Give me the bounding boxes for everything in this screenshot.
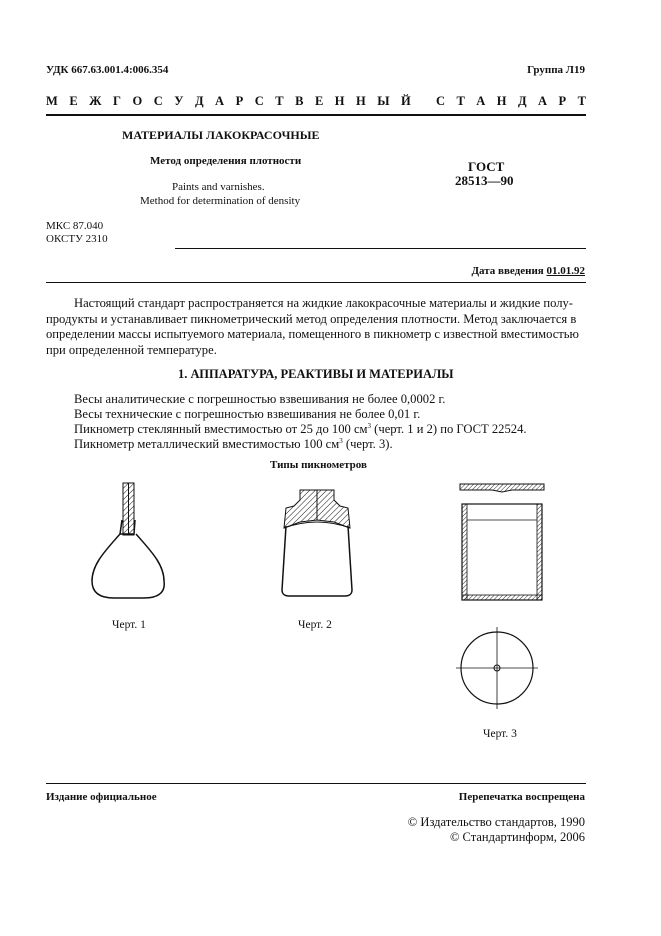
standard-type-word2 xyxy=(436,94,586,109)
header-rule xyxy=(46,114,586,116)
intro-date xyxy=(471,265,585,277)
spaced-letter: Н xyxy=(334,94,345,108)
equipment-item: Весы технические с погрешностью взвешивания не более 0,01 г. xyxy=(74,407,421,421)
spaced-letter: Д xyxy=(517,94,527,108)
standard-type-line xyxy=(46,94,586,109)
mks-code: МКС 87.040 xyxy=(46,220,104,232)
spaced-letter: Е xyxy=(314,94,324,108)
intro-line: Настоящий стандарт распространяется на жидкие лакокрасочные материалы и жидкие полу- xyxy=(74,296,573,310)
section1-heading: 1. АППАРАТУРА, РЕАКТИВЫ И МАТЕРИАЛЫ xyxy=(178,367,454,381)
spaced-letter: В xyxy=(295,94,304,108)
pycnometer-figure-1 xyxy=(88,478,168,604)
title-main: МАТЕРИАЛЫ ЛАКОКРАСОЧНЫЕ xyxy=(122,128,320,142)
standard-type-word1 xyxy=(46,94,411,109)
gost-number: 28513—90 xyxy=(455,173,514,188)
pycnometer-figure-2 xyxy=(272,488,362,600)
spaced-letter: А xyxy=(476,94,486,108)
spaced-letter: Р xyxy=(558,94,567,108)
spaced-letter: Н xyxy=(496,94,507,108)
equipment-item: Весы аналитические с погрешностью взвешивания не более 0,0002 г. xyxy=(74,392,446,406)
group-code: Группа Л19 xyxy=(527,64,585,76)
copyright-line: © Издательство стандартов, 1990 xyxy=(407,815,585,829)
gost-label: ГОСТ xyxy=(468,159,505,174)
pycnometer-figure-3 xyxy=(452,480,552,712)
title-english-2: Method for determination of density xyxy=(140,195,301,207)
title-block-rule xyxy=(175,248,586,249)
intro-line: продукты и устанавливает пикнометрический метод определения плотности. Метод заключается в xyxy=(46,311,577,326)
equipment-item: Пикнометр металлический вместимостью 100 $см^3$ (черт. 3). xyxy=(74,436,393,451)
title-method: Метод определения плотности xyxy=(150,155,302,167)
spaced-letter: Г xyxy=(113,94,121,108)
intro-date-value: 01.01.92 xyxy=(546,265,585,277)
spaced-letter: А xyxy=(538,94,548,108)
spaced-letter: Д xyxy=(194,94,204,108)
spaced-letter: С xyxy=(153,94,163,108)
spaced-letter: С xyxy=(254,94,264,108)
spaced-letter: О xyxy=(132,94,143,108)
footer-rule xyxy=(46,783,586,784)
intro-paragraph xyxy=(46,296,586,358)
equipment-list xyxy=(74,392,527,452)
copyright-block xyxy=(408,815,585,845)
figure-1-caption: Черт. 1 xyxy=(112,619,146,631)
spaced-letter: А xyxy=(215,94,225,108)
figure-2-caption: Черт. 2 xyxy=(298,619,332,631)
spaced-letter: Н xyxy=(356,94,366,108)
spaced-letter: У xyxy=(174,94,184,108)
title-english-1: Paints and varnishes. xyxy=(172,181,265,193)
intro-line: при определенной температуре. xyxy=(46,342,217,357)
intro-line: определении массы испытуемого материала, помещенного в пикнометр с известной вместимостью xyxy=(46,327,579,341)
copyright-line: © Стандартинформ, 2006 xyxy=(449,830,585,844)
spaced-letter: Й xyxy=(401,94,411,108)
udk-code: УДК 667.63.001.4:006.354 xyxy=(46,64,169,76)
date-rule xyxy=(46,282,586,283)
spaced-letter: Т xyxy=(275,94,284,108)
equipment-item: Пикнометр стеклянный вместимостью от 25 до 100 $см^3$ (черт. 1 и 2) по ГОСТ 22524. xyxy=(74,421,527,436)
intro-date-label: Дата введения xyxy=(471,265,544,277)
spaced-letter: Ы xyxy=(377,94,390,108)
spaced-letter: Ж xyxy=(89,94,102,108)
figures-title: Типы пикнометров xyxy=(270,459,367,471)
figure-3-caption: Черт. 3 xyxy=(483,728,517,740)
reprint-label: Перепечатка воспрещена xyxy=(458,791,585,803)
spaced-letter: Т xyxy=(456,94,465,108)
spaced-letter: Е xyxy=(69,94,78,108)
spaced-letter: М xyxy=(46,94,58,108)
spaced-letter: Т xyxy=(577,94,586,108)
spaced-letter: Р xyxy=(235,94,244,108)
edition-label: Издание официальное xyxy=(46,791,157,803)
spaced-letter: С xyxy=(436,94,446,108)
okstu-code: ОКСТУ 2310 xyxy=(46,233,108,245)
